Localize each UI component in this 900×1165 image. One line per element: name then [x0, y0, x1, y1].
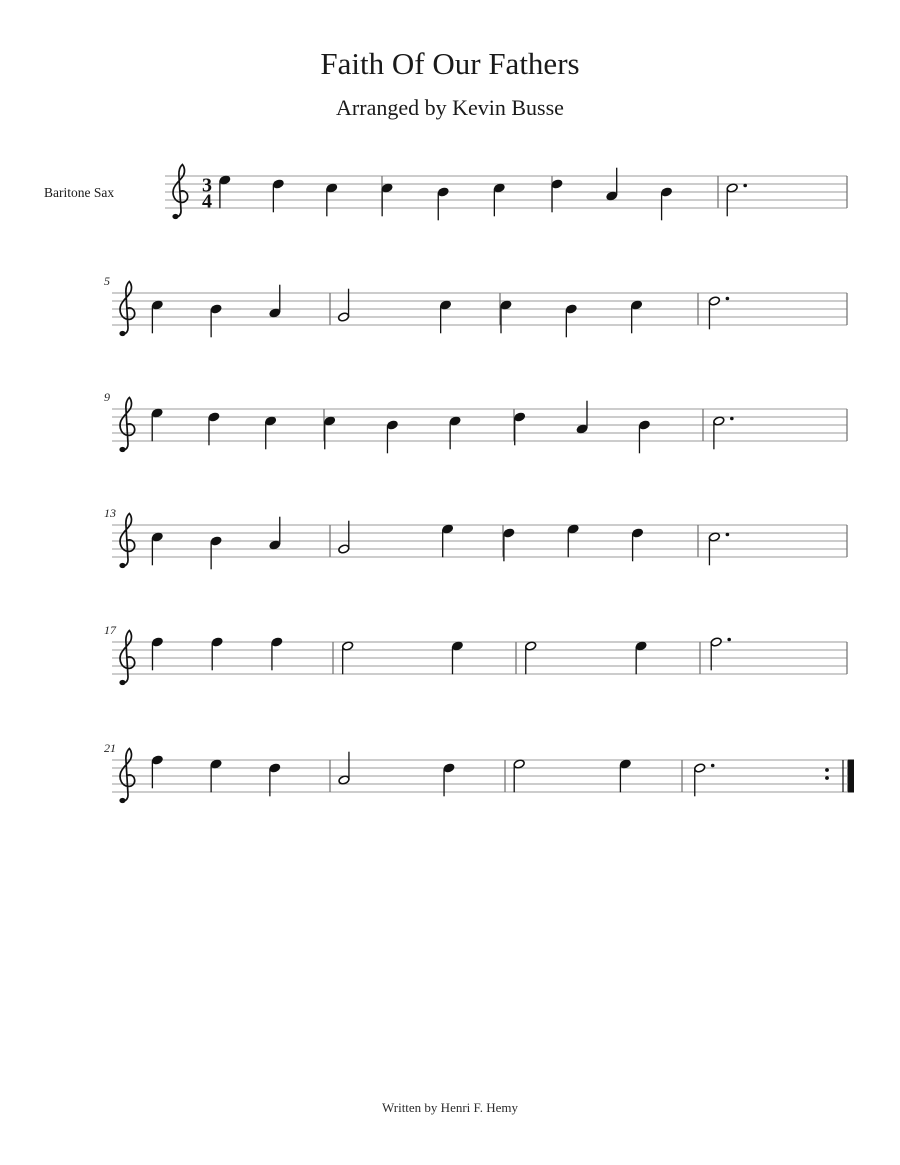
augmentation-dot: [726, 297, 730, 301]
note-stem: [514, 418, 515, 446]
quarter-note-head: [208, 412, 220, 422]
note-stem: [442, 530, 443, 558]
note-stem: [279, 517, 280, 545]
note-stem: [382, 189, 383, 217]
time-signature-denominator: 4: [202, 190, 212, 213]
note-stem: [694, 769, 695, 797]
note-stem: [631, 306, 632, 334]
quarter-note-head: [151, 637, 163, 647]
note-stem: [616, 168, 617, 196]
page-title: Faith Of Our Fathers: [320, 46, 580, 81]
note-stem: [551, 185, 552, 213]
note-stem: [443, 769, 444, 797]
repeat-dot: [825, 776, 829, 780]
note-stem: [568, 530, 569, 558]
note-stem: [342, 647, 343, 675]
note-stem: [440, 306, 441, 334]
note-stem: [271, 643, 272, 671]
half-note-head: [338, 544, 350, 554]
quarter-note-head: [210, 536, 222, 546]
quarter-note-head: [661, 187, 673, 197]
half-note-head: [708, 296, 720, 306]
note-stem: [348, 752, 349, 780]
augmentation-dot: [711, 764, 715, 768]
note-stem: [514, 765, 515, 793]
instrument-label: Baritone Sax: [44, 185, 115, 200]
note-stem: [210, 542, 211, 570]
note-stem: [503, 534, 504, 562]
note-stem: [639, 426, 640, 454]
note-stem: [152, 761, 153, 789]
quarter-note-head: [565, 304, 577, 314]
half-note-head: [694, 763, 706, 773]
note-stem: [387, 426, 388, 454]
measure-number: 13: [104, 506, 116, 520]
note-stem: [348, 289, 349, 317]
note-stem: [265, 422, 266, 450]
measure-number: 9: [104, 390, 110, 404]
quarter-note-head: [632, 528, 644, 538]
note-stem: [269, 769, 270, 797]
quarter-note-head: [514, 412, 526, 422]
note-stem: [632, 534, 633, 562]
quarter-note-head: [437, 187, 449, 197]
measure-number: 17: [104, 623, 116, 637]
note-stem: [219, 181, 220, 209]
note-stem: [348, 521, 349, 549]
note-stem: [636, 647, 637, 675]
note-stem: [709, 538, 710, 566]
note-stem: [566, 310, 567, 338]
repeat-dot: [825, 768, 829, 772]
note-stem: [450, 422, 451, 450]
final-thick-barline: [848, 760, 855, 793]
note-stem: [210, 310, 211, 338]
note-stem: [452, 647, 453, 675]
note-stem: [212, 643, 213, 671]
note-stem: [210, 765, 211, 793]
note-stem: [713, 422, 714, 450]
time-signature-numerator: 3: [202, 174, 212, 197]
augmentation-dot: [727, 638, 731, 642]
arranger-subtitle: Arranged by Kevin Busse: [336, 95, 564, 120]
note-stem: [661, 193, 662, 221]
measure-number: 5: [104, 274, 110, 288]
quarter-note-head: [551, 179, 563, 189]
augmentation-dot: [743, 184, 747, 188]
note-stem: [152, 306, 153, 334]
quarter-note-head: [503, 528, 515, 538]
quarter-note-head: [638, 420, 650, 430]
note-stem: [525, 647, 526, 675]
half-note-head: [710, 637, 722, 647]
quarter-note-head: [272, 179, 284, 189]
note-stem: [709, 302, 710, 330]
augmentation-dot: [726, 533, 730, 537]
note-stem: [711, 643, 712, 671]
half-note-head: [338, 312, 350, 322]
augmentation-dot: [730, 417, 734, 421]
note-stem: [273, 185, 274, 213]
note-stem: [586, 401, 587, 429]
quarter-note-head: [386, 420, 398, 430]
note-stem: [500, 306, 501, 334]
quarter-note-head: [271, 637, 283, 647]
composer-credit: Written by Henri F. Hemy: [382, 1100, 518, 1115]
note-stem: [324, 422, 325, 450]
quarter-note-head: [269, 763, 281, 773]
note-stem: [438, 193, 439, 221]
note-stem: [727, 189, 728, 217]
note-stem: [208, 418, 209, 446]
note-stem: [152, 414, 153, 442]
note-stem: [326, 189, 327, 217]
note-stem: [152, 643, 153, 671]
note-stem: [494, 189, 495, 217]
note-stem: [279, 285, 280, 313]
quarter-note-head: [210, 304, 222, 314]
measure-number: 21: [104, 741, 116, 755]
quarter-note-head: [443, 763, 455, 773]
quarter-note-head: [151, 755, 163, 765]
note-stem: [152, 538, 153, 566]
quarter-note-head: [211, 637, 223, 647]
note-stem: [620, 765, 621, 793]
